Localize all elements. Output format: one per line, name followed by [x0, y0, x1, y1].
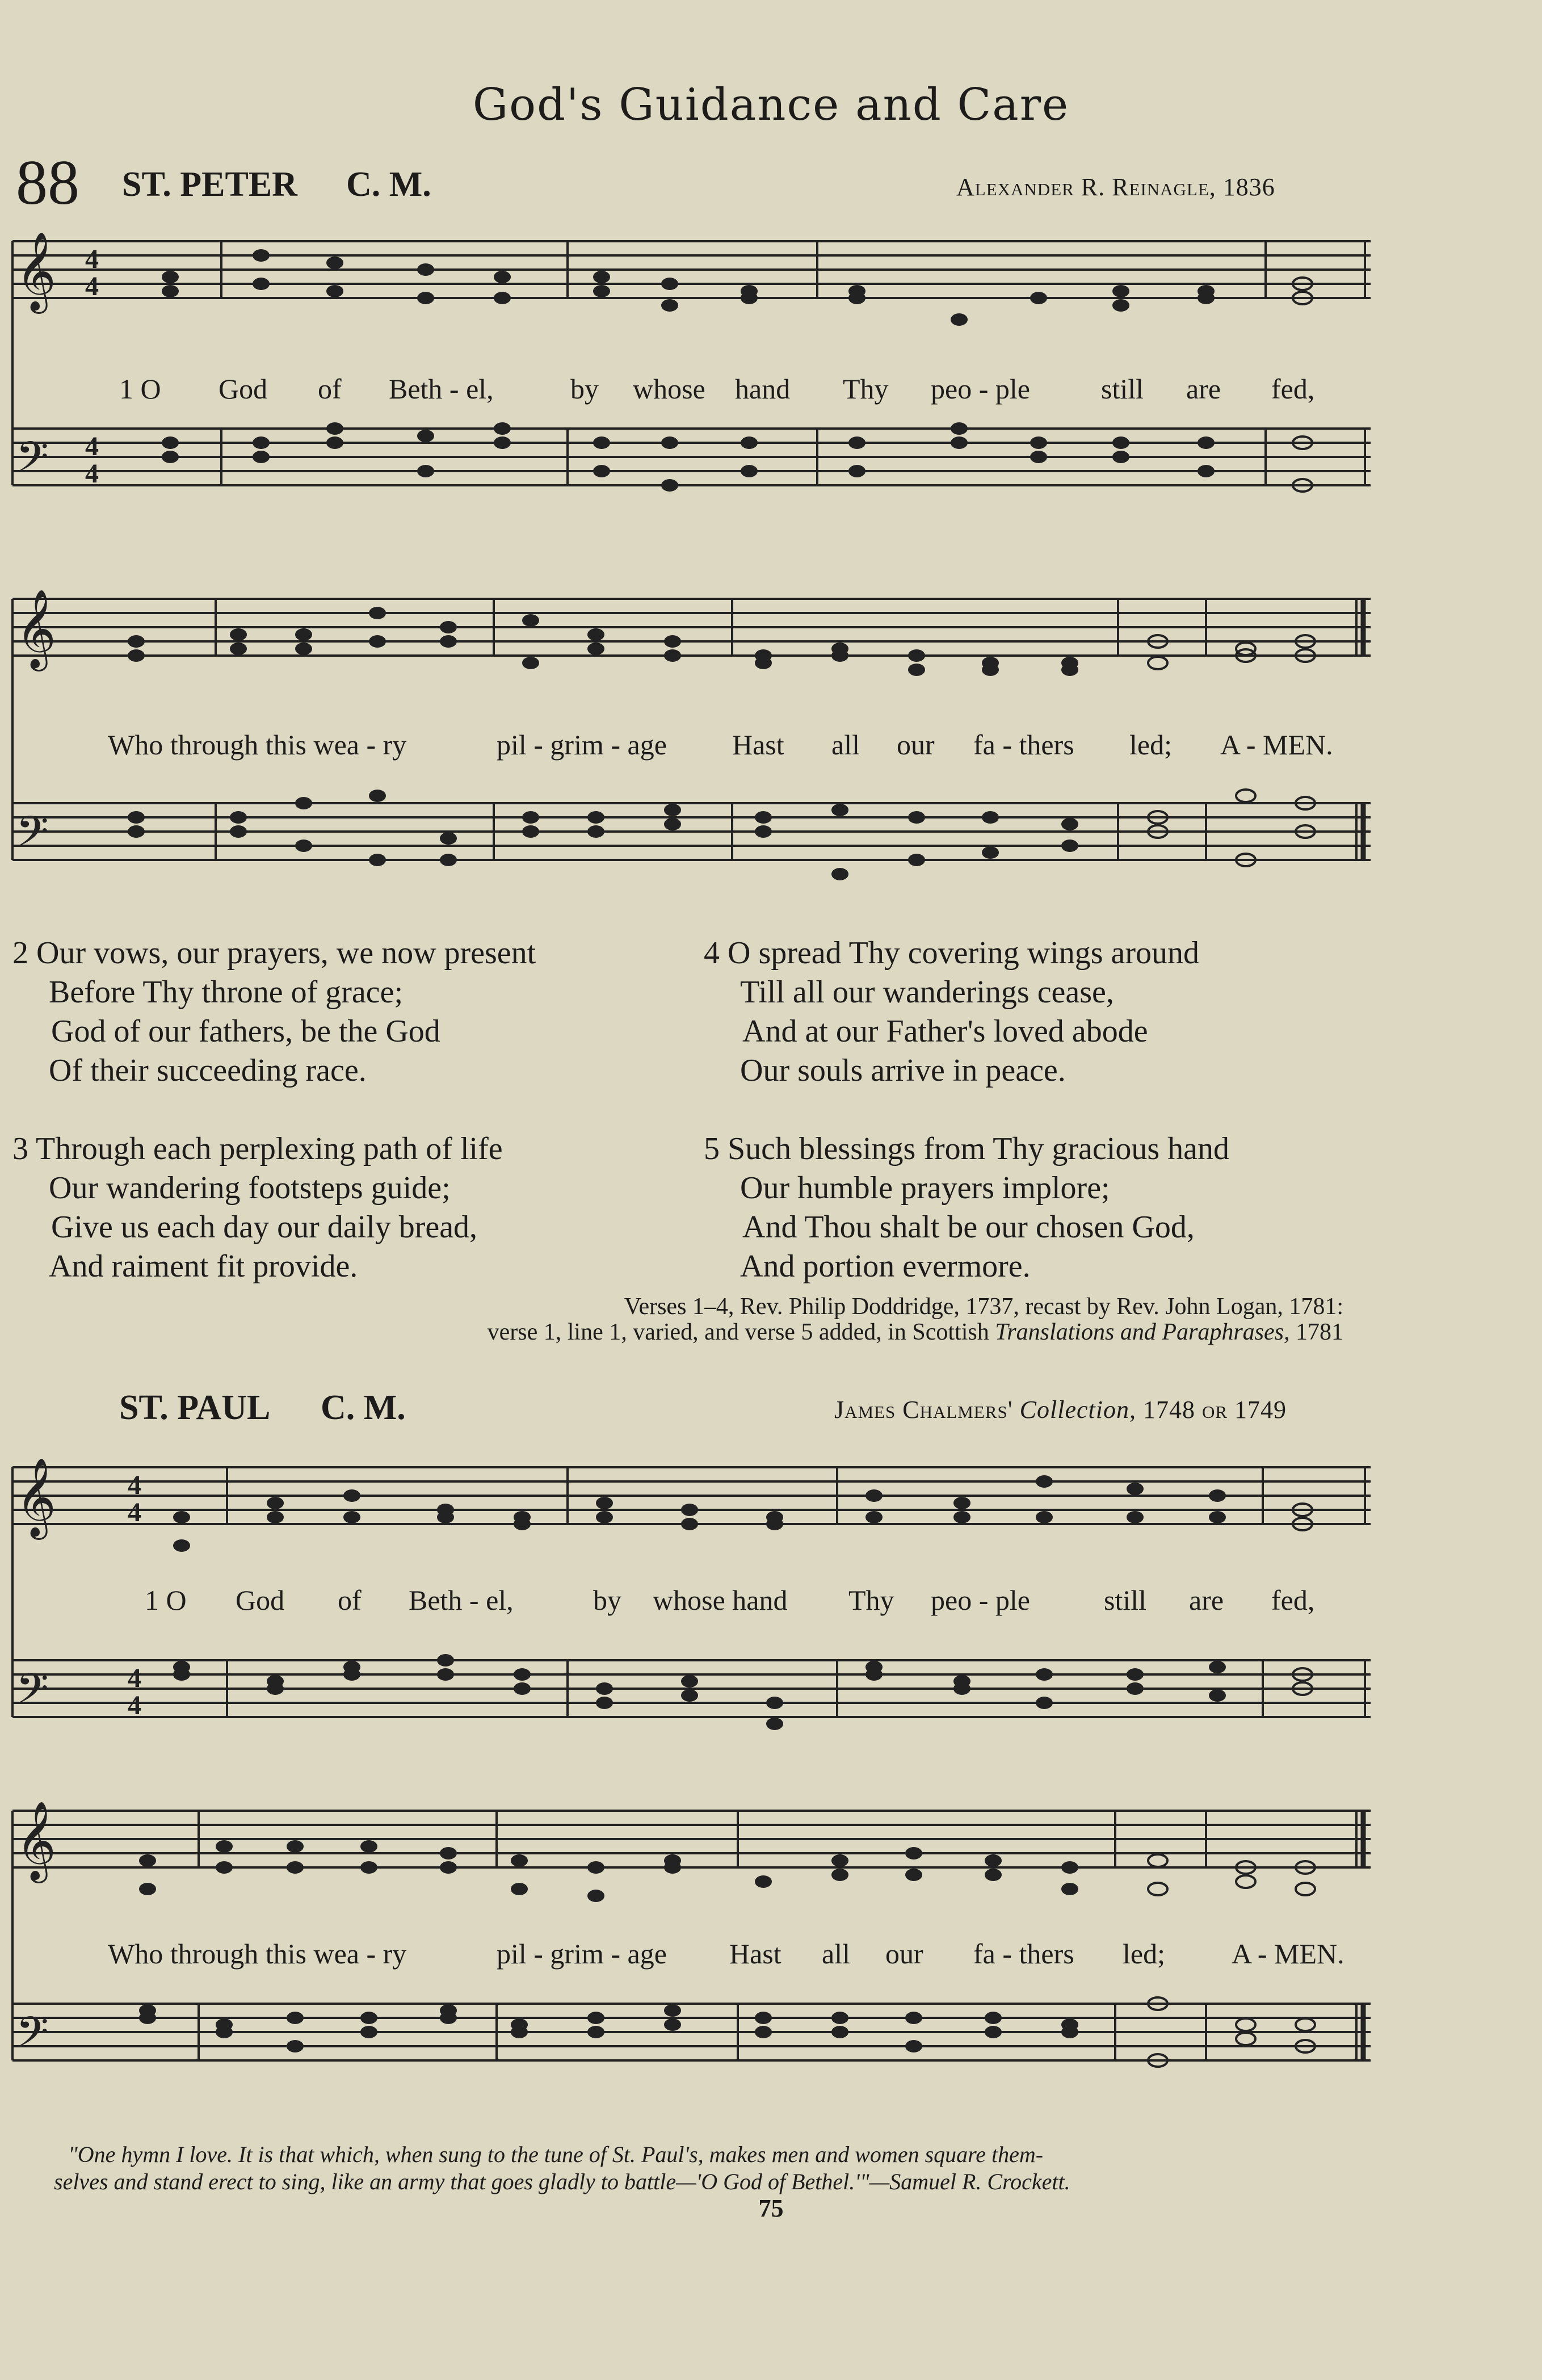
verse-4 — [704, 934, 1199, 1090]
lyric-syllable: Who through this wea - ry — [108, 1938, 407, 1970]
text-credit-line-1: Verses 1–4, Rev. Philip Doddridge, 1737, recast by Rev. John Logan, 1781: — [624, 1294, 1343, 1320]
composer-st-paul — [834, 1395, 1287, 1424]
lyric-syllable: Thy — [843, 373, 889, 405]
lyric-syllable: by — [593, 1584, 621, 1616]
lyric-syllable: Beth - el, — [389, 373, 494, 405]
lyric-syllable: whose hand — [653, 1584, 788, 1616]
verse-line: 4 O spread Thy covering wings around — [704, 935, 1200, 971]
lyric-syllable: Beth - el, — [409, 1584, 514, 1616]
tune-name-st-peter: ST. PETER — [122, 165, 297, 204]
lyric-syllable: pil - grim - age — [497, 1938, 667, 1970]
svg-text:𝄞: 𝄞 — [16, 589, 56, 668]
lyric-syllable: our — [897, 729, 935, 761]
lyric-syllable: God — [236, 1584, 285, 1616]
lyric-syllable: are — [1186, 373, 1221, 405]
verse-line: And Thou shalt be our chosen God, — [742, 1210, 1195, 1245]
verse-5 — [704, 1130, 1229, 1286]
lyric-syllable: Who through this wea - ry — [108, 729, 407, 761]
credit-year: 1781 — [1296, 1319, 1343, 1345]
hymn-number: 88 — [16, 148, 79, 218]
lyric-line-2 — [0, 728, 1542, 762]
lyric-syllable: peo - ple — [931, 373, 1030, 405]
svg-text:4: 4 — [85, 459, 99, 489]
verse-line: Give us each day our daily bread, — [51, 1210, 478, 1245]
verse-line: Of their succeeding race. — [49, 1053, 367, 1088]
svg-text:4: 4 — [128, 1663, 141, 1693]
tune-meter-st-paul: C. M. — [321, 1388, 406, 1427]
svg-text:𝄞: 𝄞 — [16, 1458, 56, 1537]
credit-text: verse 1, line 1, varied, and verse 5 added, in Scottish — [487, 1319, 989, 1345]
lyric-syllable: Hast — [732, 729, 784, 761]
lyric-syllable: Hast — [729, 1938, 781, 1970]
verse-line: 3 Through each perplexing path of life — [12, 1131, 503, 1166]
verse-line: 2 Our vows, our prayers, we now present — [12, 935, 536, 971]
lyric-syllable: fa - thers — [973, 729, 1074, 761]
lyric-syllable: led; — [1123, 1938, 1165, 1970]
verse-line: 5 Such blessings from Thy gracious hand — [704, 1131, 1229, 1166]
verse-line: God of our fathers, be the God — [51, 1014, 440, 1049]
verse-2 — [12, 934, 536, 1090]
lyric-syllable: fed, — [1271, 373, 1315, 405]
lyric-syllable: all — [831, 729, 860, 761]
svg-text:𝄞: 𝄞 — [16, 232, 56, 310]
page-number: 75 — [758, 2194, 784, 2222]
lyric-syllable: A - MEN. — [1220, 729, 1333, 761]
verse-line: Our souls arrive in peace. — [740, 1053, 1066, 1088]
composer-collection: Collection, — [1019, 1396, 1136, 1424]
section-title: God's Guidance and Care — [472, 79, 1070, 131]
verse-line: Before Thy throne of grace; — [49, 975, 404, 1010]
lyric-syllable: peo - ple — [931, 1584, 1030, 1616]
svg-text:4: 4 — [128, 1470, 141, 1500]
lyric-line-3 — [0, 1584, 1542, 1618]
verse-line: And at our Father's loved abode — [742, 1014, 1148, 1049]
lyric-syllable: fed, — [1271, 1584, 1315, 1616]
lyric-syllable: A - MEN. — [1232, 1938, 1344, 1970]
text-credit-line-2 — [488, 1319, 1343, 1346]
lyric-syllable: still — [1101, 373, 1144, 405]
verse-3 — [12, 1130, 503, 1286]
verse-line: Till all our wanderings cease, — [740, 975, 1114, 1010]
verse-line: Our humble prayers implore; — [740, 1170, 1110, 1206]
lyric-syllable: by — [570, 373, 599, 405]
lyric-syllable: led; — [1129, 729, 1172, 761]
lyric-line-1 — [0, 372, 1542, 406]
svg-text:4: 4 — [128, 1497, 141, 1527]
svg-text:4: 4 — [85, 271, 99, 301]
lyric-syllable: pil - grim - age — [497, 729, 667, 761]
lyric-syllable: whose — [633, 373, 705, 405]
lyric-syllable: still — [1104, 1584, 1147, 1616]
lyric-syllable: of — [338, 1584, 362, 1616]
lyric-syllable: hand — [735, 373, 791, 405]
lyric-syllable: 1 O — [145, 1584, 187, 1616]
svg-text:𝄢: 𝄢 — [16, 1664, 49, 1724]
credit-book-title: Translations and Paraphrases, — [995, 1319, 1290, 1345]
lyric-syllable: of — [318, 373, 342, 405]
lyric-line-4 — [0, 1937, 1542, 1971]
composer-st-peter: Alexander R. Reinagle, 1836 — [956, 173, 1275, 201]
lyric-syllable: fa - thers — [973, 1938, 1074, 1970]
lyric-syllable: God — [219, 373, 268, 405]
lyric-syllable: all — [822, 1938, 850, 1970]
svg-text:4: 4 — [85, 431, 99, 461]
verse-line: And portion evermore. — [740, 1249, 1031, 1284]
tune-name-st-paul: ST. PAUL — [119, 1388, 271, 1427]
svg-text:4: 4 — [128, 1690, 141, 1720]
svg-text:𝄢: 𝄢 — [16, 807, 49, 867]
lyric-syllable: are — [1189, 1584, 1224, 1616]
tune-meter-st-peter: C. M. — [346, 165, 431, 204]
footnote-line-1: "One hymn I love. It is that which, when sung to the tune of St. Paul's, makes men and women square them- — [68, 2142, 1044, 2167]
svg-text:4: 4 — [85, 244, 99, 274]
svg-text:𝄢: 𝄢 — [16, 433, 49, 492]
verse-line: And raiment fit provide. — [49, 1249, 358, 1284]
composer-name: James Chalmers' — [834, 1396, 1013, 1424]
verse-line: Our wandering footsteps guide; — [49, 1170, 451, 1206]
composer-year: 1748 or 1749 — [1142, 1396, 1287, 1424]
footnote-line-2: selves and stand erect to sing, like an army that goes gladly to battle—'O God of Bethel.'"—Samuel R. Crockett. — [54, 2169, 1070, 2194]
svg-text:𝄢: 𝄢 — [16, 2008, 49, 2067]
lyric-syllable: 1 O — [119, 373, 161, 405]
lyric-syllable: Thy — [848, 1584, 894, 1616]
lyric-syllable: our — [885, 1938, 923, 1970]
svg-text:𝄞: 𝄞 — [16, 1801, 56, 1880]
